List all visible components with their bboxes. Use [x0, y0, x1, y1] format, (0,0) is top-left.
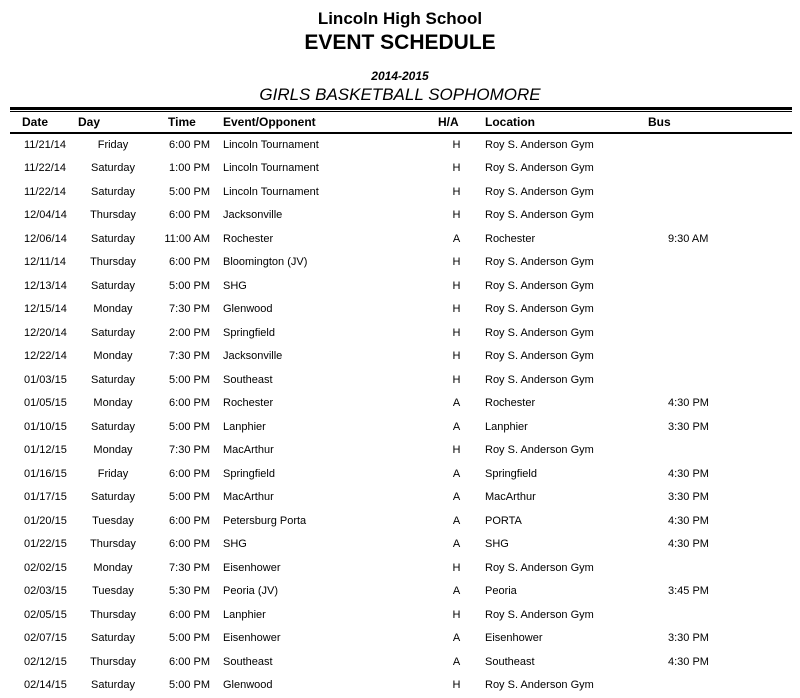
document-title: EVENT SCHEDULE [304, 31, 496, 54]
cell-date: 12/20/14 [24, 326, 67, 339]
cell-date: 01/03/15 [24, 373, 67, 386]
cell-event: SHG [223, 538, 247, 551]
table-row [10, 462, 792, 486]
cell-time: 11:00 AM [164, 232, 210, 245]
document-header [0, 0, 800, 105]
cell-bus [638, 603, 792, 627]
cell-bus: 4:30 PM [668, 397, 709, 410]
table-row [10, 603, 792, 627]
table-header [10, 112, 792, 133]
cell-day: Saturday [90, 279, 136, 292]
cell-location: Roy S. Anderson Gym [485, 326, 594, 339]
cell-bus: 4:30 PM [668, 655, 709, 668]
cell-time: 5:00 PM [169, 279, 210, 292]
cell-location: Roy S. Anderson Gym [485, 256, 594, 269]
cell-event: Lincoln Tournament [223, 139, 319, 152]
table-row [10, 556, 792, 580]
cell-event: Lincoln Tournament [223, 162, 319, 175]
cell-date: 12/13/14 [24, 279, 67, 292]
cell-time: 5:00 PM [169, 373, 210, 386]
cell-bus [638, 251, 792, 275]
cell-location: PORTA [485, 514, 522, 527]
cell-location: Roy S. Anderson Gym [485, 279, 594, 292]
cell-day: Friday [97, 139, 129, 152]
table-row [10, 298, 792, 322]
cell-ha: H [452, 256, 461, 269]
cell-time: 6:00 PM [169, 608, 210, 621]
cell-location: Roy S. Anderson Gym [485, 350, 594, 363]
cell-event: Southeast [223, 373, 273, 386]
cell-time: 5:00 PM [169, 491, 210, 504]
cell-day: Monday [93, 397, 133, 410]
cell-date: 02/02/15 [24, 561, 67, 574]
table-row [10, 227, 792, 251]
cell-time: 6:00 PM [169, 538, 210, 551]
cell-event: Rochester [223, 397, 274, 410]
table-row [10, 674, 792, 698]
cell-event: Glenwood [223, 303, 273, 316]
cell-bus: 9:30 AM [668, 232, 709, 245]
cell-date: 01/12/15 [24, 444, 67, 457]
season-label: 2014-2015 [371, 69, 429, 83]
cell-location: Eisenhower [485, 632, 543, 645]
cell-time: 6:00 PM [169, 655, 210, 668]
cell-event: Bloomington (JV) [223, 256, 308, 269]
cell-date: 02/05/15 [24, 608, 67, 621]
cell-date: 01/20/15 [24, 514, 67, 527]
cell-ha: H [452, 185, 461, 198]
cell-event: Springfield [223, 326, 275, 339]
cell-bus: 4:30 PM [668, 514, 709, 527]
table-row [10, 204, 792, 228]
cell-event: Rochester [223, 232, 274, 245]
cell-time: 5:00 PM [169, 420, 210, 433]
cell-time: 6:00 PM [169, 139, 210, 152]
cell-day: Monday [93, 303, 133, 316]
table-body [10, 133, 792, 697]
cell-event: Jacksonville [223, 350, 283, 363]
cell-bus [638, 298, 792, 322]
cell-location: Roy S. Anderson Gym [485, 162, 594, 175]
cell-date: 12/06/14 [24, 232, 67, 245]
cell-ha: A [452, 632, 461, 645]
cell-day: Monday [93, 350, 133, 363]
cell-ha: A [452, 514, 461, 527]
cell-ha: H [452, 561, 461, 574]
cell-location: MacArthur [485, 491, 536, 504]
cell-event: Eisenhower [223, 632, 281, 645]
cell-location: Lanphier [485, 420, 528, 433]
table-row [10, 415, 792, 439]
cell-day: Saturday [90, 373, 136, 386]
cell-day: Saturday [90, 632, 136, 645]
cell-ha: H [452, 303, 461, 316]
cell-ha: H [452, 608, 461, 621]
cell-date: 02/12/15 [24, 655, 67, 668]
cell-bus [638, 368, 792, 392]
cell-time: 6:00 PM [169, 256, 210, 269]
cell-time: 6:00 PM [169, 397, 210, 410]
cell-location: Peoria [485, 585, 517, 598]
table-row [10, 533, 792, 557]
cell-ha: H [452, 444, 461, 457]
cell-day: Saturday [90, 232, 136, 245]
cell-ha: H [452, 350, 461, 363]
cell-day: Thursday [90, 538, 136, 551]
cell-event: Peoria (JV) [223, 585, 279, 598]
cell-day: Saturday [90, 162, 136, 175]
cell-ha: H [452, 139, 461, 152]
cell-location: Roy S. Anderson Gym [485, 185, 594, 198]
cell-bus [638, 133, 792, 157]
cell-date: 12/22/14 [24, 350, 67, 363]
table-row [10, 486, 792, 510]
cell-bus [638, 204, 792, 228]
table-row [10, 439, 792, 463]
cell-date: 02/14/15 [24, 679, 67, 692]
cell-location: Rochester [485, 397, 536, 410]
cell-bus [638, 321, 792, 345]
cell-ha: A [452, 232, 461, 245]
cell-event: Lanphier [223, 608, 266, 621]
cell-location: Rochester [485, 232, 536, 245]
cell-bus [638, 345, 792, 369]
table-row [10, 627, 792, 651]
cell-bus [638, 674, 792, 698]
cell-bus: 3:30 PM [668, 491, 709, 504]
cell-ha: A [452, 420, 461, 433]
cell-bus: 3:30 PM [668, 420, 709, 433]
cell-time: 5:00 PM [169, 679, 210, 692]
cell-date: 11/22/14 [24, 162, 67, 175]
cell-day: Saturday [90, 420, 136, 433]
cell-location: Springfield [485, 467, 537, 480]
table-row [10, 509, 792, 533]
cell-date: 12/04/14 [24, 209, 67, 222]
cell-event: Lincoln Tournament [223, 185, 319, 198]
divider-thick-line [10, 107, 792, 110]
table-row [10, 274, 792, 298]
cell-ha: H [452, 162, 461, 175]
cell-time: 7:30 PM [169, 444, 210, 457]
cell-event: Glenwood [223, 679, 273, 692]
table-row [10, 180, 792, 204]
cell-day: Saturday [90, 326, 136, 339]
cell-ha: A [452, 538, 461, 551]
cell-event: Springfield [223, 467, 275, 480]
cell-time: 7:30 PM [169, 350, 210, 363]
cell-bus [638, 556, 792, 580]
table-row [10, 345, 792, 369]
cell-time: 1:00 PM [169, 162, 210, 175]
cell-location: Roy S. Anderson Gym [485, 561, 594, 574]
cell-date: 02/07/15 [24, 632, 67, 645]
cell-location: Roy S. Anderson Gym [485, 303, 594, 316]
cell-date: 01/22/15 [24, 538, 67, 551]
team-name: GIRLS BASKETBALL SOPHOMORE [259, 85, 541, 104]
column-header-bus: Bus [638, 112, 792, 133]
table-row [10, 157, 792, 181]
cell-date: 01/05/15 [24, 397, 67, 410]
cell-location: Roy S. Anderson Gym [485, 679, 594, 692]
column-header-ha: H/A [438, 112, 475, 133]
table-row [10, 251, 792, 275]
table-row [10, 392, 792, 416]
cell-ha: A [452, 655, 461, 668]
cell-ha: A [452, 491, 461, 504]
cell-location: Roy S. Anderson Gym [485, 373, 594, 386]
cell-ha: A [452, 585, 461, 598]
cell-bus: 4:30 PM [668, 538, 709, 551]
cell-time: 5:30 PM [169, 585, 210, 598]
cell-ha: H [452, 279, 461, 292]
cell-bus [638, 180, 792, 204]
cell-day: Thursday [90, 256, 136, 269]
cell-day: Saturday [90, 491, 136, 504]
cell-day: Monday [93, 444, 133, 457]
cell-event: Eisenhower [223, 561, 281, 574]
cell-date: 12/15/14 [24, 303, 67, 316]
cell-bus: 3:45 PM [668, 585, 709, 598]
cell-time: 6:00 PM [169, 514, 210, 527]
cell-time: 5:00 PM [169, 185, 210, 198]
cell-bus: 4:30 PM [668, 467, 709, 480]
cell-day: Saturday [90, 185, 136, 198]
cell-day: Saturday [90, 679, 136, 692]
cell-time: 7:30 PM [169, 303, 210, 316]
cell-ha: A [452, 467, 461, 480]
cell-date: 12/11/14 [24, 256, 67, 269]
cell-event: Lanphier [223, 420, 266, 433]
cell-event: MacArthur [223, 491, 274, 504]
cell-day: Thursday [90, 608, 136, 621]
cell-date: 11/21/14 [24, 139, 67, 152]
cell-location: Roy S. Anderson Gym [485, 444, 594, 457]
cell-bus [638, 439, 792, 463]
cell-location: SHG [485, 538, 509, 551]
cell-day: Thursday [90, 655, 136, 668]
table-row [10, 580, 792, 604]
cell-event: Southeast [223, 655, 273, 668]
cell-location: Roy S. Anderson Gym [485, 608, 594, 621]
table-row [10, 368, 792, 392]
cell-location: Southeast [485, 655, 535, 668]
cell-ha: H [452, 679, 461, 692]
cell-ha: H [452, 209, 461, 222]
cell-time: 5:00 PM [169, 632, 210, 645]
cell-ha: H [452, 326, 461, 339]
cell-date: 01/17/15 [24, 491, 67, 504]
cell-event: SHG [223, 279, 247, 292]
cell-time: 6:00 PM [169, 467, 210, 480]
table-header-row [10, 112, 792, 133]
cell-date: 02/03/15 [24, 585, 67, 598]
school-name: Lincoln High School [317, 9, 483, 28]
cell-date: 11/22/14 [24, 185, 67, 198]
cell-location: Roy S. Anderson Gym [485, 209, 594, 222]
cell-day: Thursday [90, 209, 136, 222]
cell-time: 6:00 PM [169, 209, 210, 222]
cell-date: 01/16/15 [24, 467, 67, 480]
cell-bus [638, 157, 792, 181]
cell-day: Tuesday [92, 514, 134, 527]
column-header-event: Event/Opponent [213, 112, 438, 133]
column-header-time: Time [158, 112, 213, 133]
schedule-table [10, 112, 792, 697]
cell-day: Tuesday [92, 585, 134, 598]
table-row [10, 321, 792, 345]
cell-event: Petersburg Porta [223, 514, 307, 527]
column-header-date: Date [10, 112, 68, 133]
cell-time: 7:30 PM [169, 561, 210, 574]
cell-date: 01/10/15 [24, 420, 67, 433]
column-header-location: Location [475, 112, 638, 133]
cell-day: Monday [93, 561, 133, 574]
cell-bus [638, 274, 792, 298]
cell-day: Friday [97, 467, 129, 480]
column-header-day: Day [68, 112, 158, 133]
table-row [10, 133, 792, 157]
cell-bus: 3:30 PM [668, 632, 709, 645]
cell-ha: H [452, 373, 461, 386]
cell-event: Jacksonville [223, 209, 283, 222]
cell-event: MacArthur [223, 444, 274, 457]
cell-time: 2:00 PM [169, 326, 210, 339]
table-row [10, 650, 792, 674]
cell-location: Roy S. Anderson Gym [485, 139, 594, 152]
cell-ha: A [452, 397, 461, 410]
